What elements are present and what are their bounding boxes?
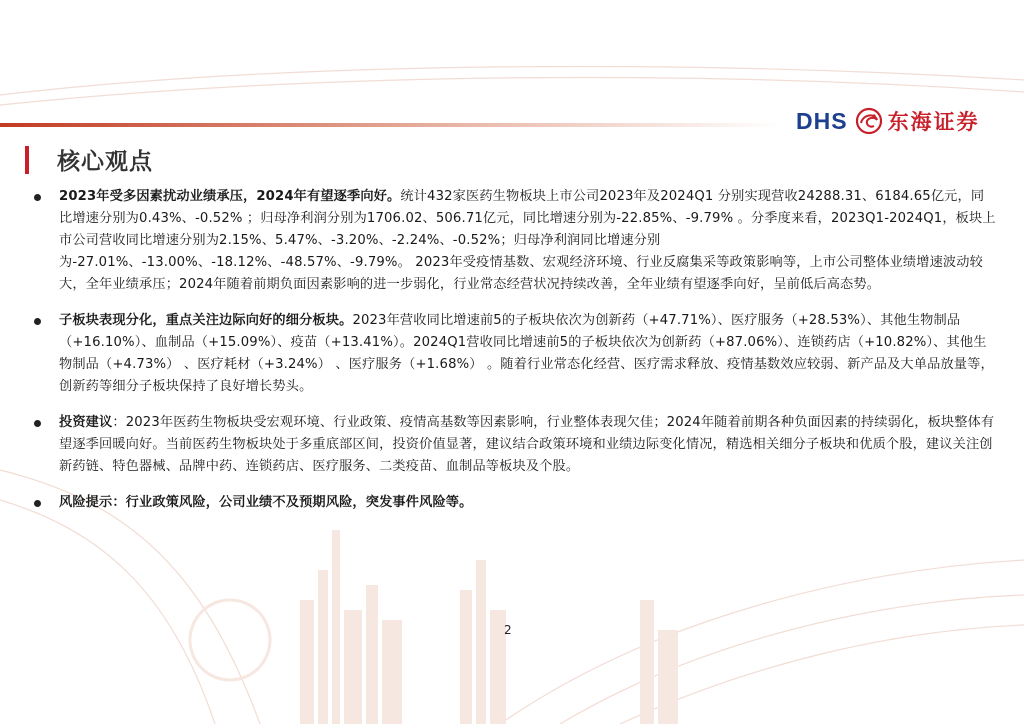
- bullet-body: ：2023年医药生物板块受宏观环境、行业政策、疫情高基数等因素影响，行业整体表现欠佳；2024年随着前期各种负面因素的持续弱化，板块整体有望逐季回暖向好。当前医药生物板块处于多重底部区间，投资价值显著，建议结合政策环境和业绩边际变化情况，精选相关细分子板块和优质个股，建议关注创新药链、特色器械、品牌中药、连锁药店、医疗服务、二类疫苗、血制品等板块及个股。: [59, 415, 995, 474]
- bullet-lead: 投资建议: [59, 415, 113, 430]
- company-logo: [796, 104, 980, 138]
- bullet-body: 2023年营收同比增速前5的子板块依次为创新药（+47.71%）、医疗服务（+28.53%）、其他生物制品（+16.10%）、血制品（+15.09%）、疫苗（+13.41%）。2024Q1营收同比增速前5的子板块依次为创新药（+87.06%）、连锁药店（+10.82%）、其他生物制品（+4.73%） 、医疗耗材（+3.24%） 、医疗服务（+1.68%） 。随着行业常态化经营、医疗需求释放、疫情基数效应较弱、新产品及大单品放量等，创新药等细分子板块保持了良好增长势头。: [59, 313, 994, 394]
- page-title: 核心观点: [57, 149, 153, 175]
- dragon-emblem-icon: [854, 106, 884, 136]
- bullet-lead: 风险提示：行业政策风险，公司业绩不及预期风险，突发事件风险等。: [59, 495, 473, 510]
- bullet-item-subsectors: [34, 310, 996, 398]
- header-accent-bar: [0, 123, 780, 127]
- key-points-list: [34, 186, 996, 528]
- bullet-item-investment-advice: [34, 412, 996, 478]
- bullet-dot-icon: [34, 318, 41, 325]
- bullet-dot-icon: [34, 420, 41, 427]
- page-number: 2: [504, 623, 512, 637]
- logo-chinese-text: 东海证券: [887, 110, 980, 134]
- bullet-dot-icon: [34, 194, 41, 201]
- title-accent-bar: [25, 146, 29, 174]
- bullet-lead: 2023年受多因素扰动业绩承压，2024年有望逐季向好。: [59, 189, 401, 204]
- bullet-dot-icon: [34, 500, 41, 507]
- bullet-lead: 子板块表现分化，重点关注边际向好的细分板块。: [59, 313, 353, 328]
- bullet-body: 统计432家医药生物板块上市公司2023年及2024Q1 分别实现营收24288.31、6184.65亿元，同比增速分别为0.43%、-0.52% ；归母净利润分别为1706.02、506.71亿元，同比增速分别为-22.85%、-9.79% 。分季度来看，2023Q1-2024Q1，板块上市公司营收同比增速分别为2.15%、5.47%、-3.20%、-2.24%、-0.52%；归母净利润同比增速分别为-27.01%、-13.00%、-18.12%、-48.57%、-9.79%。 2023年受疫情基数、宏观经济环境、行业反腐集采等政策影响等，上市公司整体业绩增速波动较大，全年业绩承压；2024年随着前期负面因素影响的进一步弱化，行业常态经营状况持续改善，全年业绩有望逐季向好，呈前低后高态势。: [59, 189, 996, 292]
- bullet-item-performance: [34, 186, 996, 296]
- logo-latin-text: DHS: [796, 107, 848, 134]
- bullet-item-risk-warning: [34, 492, 996, 514]
